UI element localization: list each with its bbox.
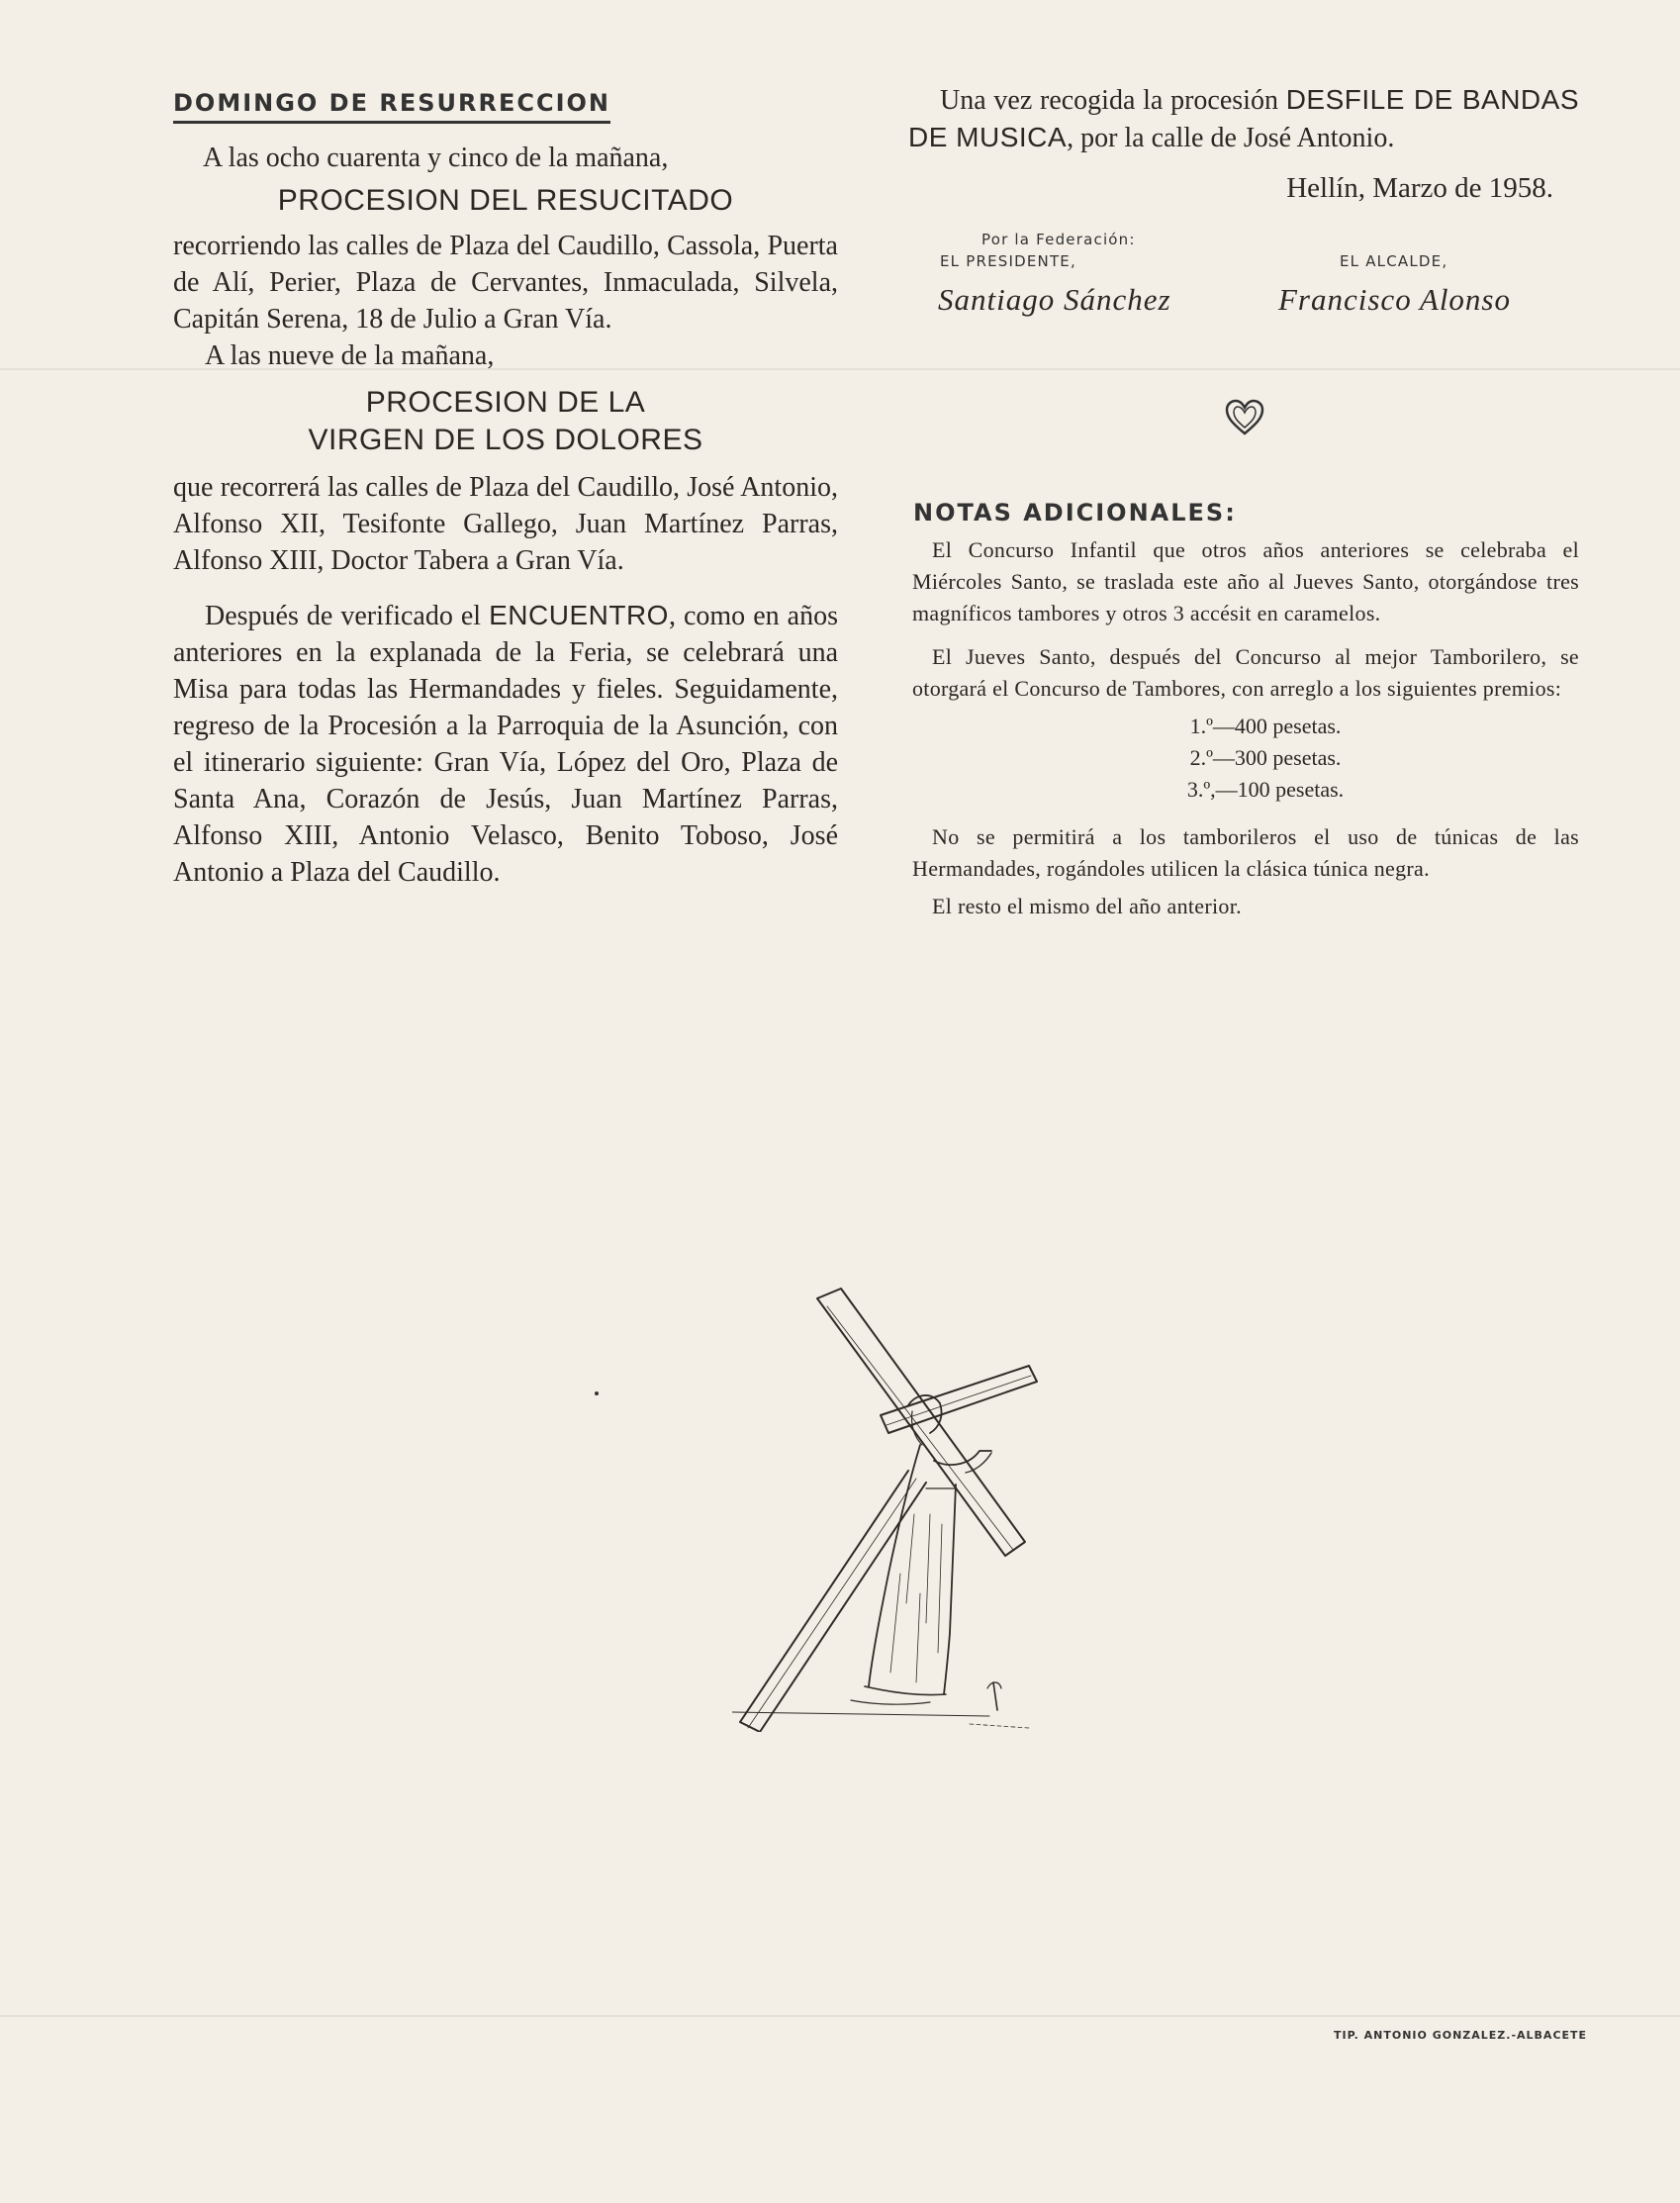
ink-speck bbox=[595, 1391, 599, 1395]
notes-section bbox=[912, 534, 1579, 934]
president-name: Santiago Sánchez bbox=[938, 282, 1171, 317]
nazarene-carrying-cross-drawing bbox=[732, 1277, 1098, 1732]
encuentro-caps: ENCUENTRO bbox=[489, 600, 669, 630]
left-column bbox=[173, 89, 838, 891]
signatures bbox=[908, 229, 1579, 337]
section-title: DOMINGO DE RESURRECCION bbox=[173, 89, 610, 124]
president-label: EL PRESIDENTE, bbox=[940, 252, 1076, 270]
page-fold-line bbox=[0, 2015, 1680, 2017]
printer-imprint: TIP. ANTONIO GONZALEZ.-ALBACETE bbox=[1334, 2029, 1588, 2042]
mayor-name: Francisco Alonso bbox=[1278, 282, 1511, 317]
note-paragraph: El Concurso Infantil que otros años anteriores se celebraba el Miércoles Santo, se traslada este año al Jueves Santo, otorgándose tres magníficos tambores y otros 3 accésit en caramelos. bbox=[912, 537, 1579, 625]
note-paragraph: El Jueves Santo, después del Concurso al mejor Tamborilero, se otorgará el Concurso de Tambores, con arreglo a los siguientes premios: bbox=[912, 644, 1579, 701]
note-paragraph: El resto el mismo del año anterior. bbox=[932, 894, 1242, 918]
paragraph: que recorrerá las calles de Plaza del Caudillo, José Antonio, Alfonso XII, Tesifonte Gallego, Juan Martínez Parras, Alfonso XIII, Doctor Tabera a Gran Vía. bbox=[173, 472, 838, 576]
procession-title: PROCESION DE LA bbox=[365, 386, 646, 419]
note-paragraph: No se permitirá a los tamborileros el uso de túnicas de las Hermandades, rogándoles utilicen la clásica túnica negra. bbox=[912, 824, 1579, 881]
paragraph-text: Una vez recogida la procesión bbox=[940, 85, 1278, 116]
paragraph-text: , como en años anteriores en la explanada de la Feria, se celebrará una Misa para todas las Hermandades y fieles. Seguidamente, regreso de la Procesión a la Parroquia de la Asunción, con el itinerario siguiente: Gran Vía, López del Oro, Plaza de Santa Ana, Corazón de Jesús, Juan Martínez Parras, Alfonso XIII, Antonio Velasco, Benito Toboso, José Antonio a Plaza del Caudillo. bbox=[173, 601, 838, 888]
prize-item: 3.º,—100 pesetas. bbox=[1186, 777, 1345, 802]
prize-list bbox=[912, 711, 1579, 806]
paragraph bbox=[908, 81, 1579, 156]
procession-title: VIRGEN DE LOS DOLORES bbox=[308, 424, 703, 456]
federation-label: Por la Federación: bbox=[981, 231, 1136, 248]
notes-title: NOTAS ADICIONALES: bbox=[913, 499, 1237, 527]
heart-ornament-icon bbox=[1223, 398, 1266, 437]
paragraph: A las ocho cuarenta y cinco de la mañana, bbox=[203, 143, 669, 173]
paragraph bbox=[173, 597, 838, 891]
desfile-caps: DESFILE DE BANDAS DE MUSICA bbox=[908, 84, 1580, 152]
prize-item: 2.º—300 pesetas. bbox=[1189, 745, 1342, 770]
paragraph: A las nueve de la mañana, bbox=[205, 340, 495, 371]
paragraph: recorriendo las calles de Plaza del Caudillo, Cassola, Puerta de Alí, Perier, Plaza de Cervantes, Inmaculada, Silvela, Capitán Serena, 18 de Julio a Gran Vía. bbox=[173, 231, 838, 335]
mayor-label: EL ALCALDE, bbox=[1340, 252, 1448, 270]
procession-title: PROCESION DEL RESUCITADO bbox=[277, 184, 734, 217]
paragraph-text: Después de verificado el bbox=[205, 601, 482, 631]
date-line: Hellín, Marzo de 1958. bbox=[1286, 172, 1553, 204]
signature-president bbox=[938, 229, 1171, 318]
signature-mayor bbox=[1278, 250, 1511, 318]
paragraph-text: , por la calle de José Antonio. bbox=[1067, 123, 1395, 153]
right-column bbox=[908, 81, 1579, 337]
prize-item: 1.º—400 pesetas. bbox=[1189, 714, 1342, 738]
